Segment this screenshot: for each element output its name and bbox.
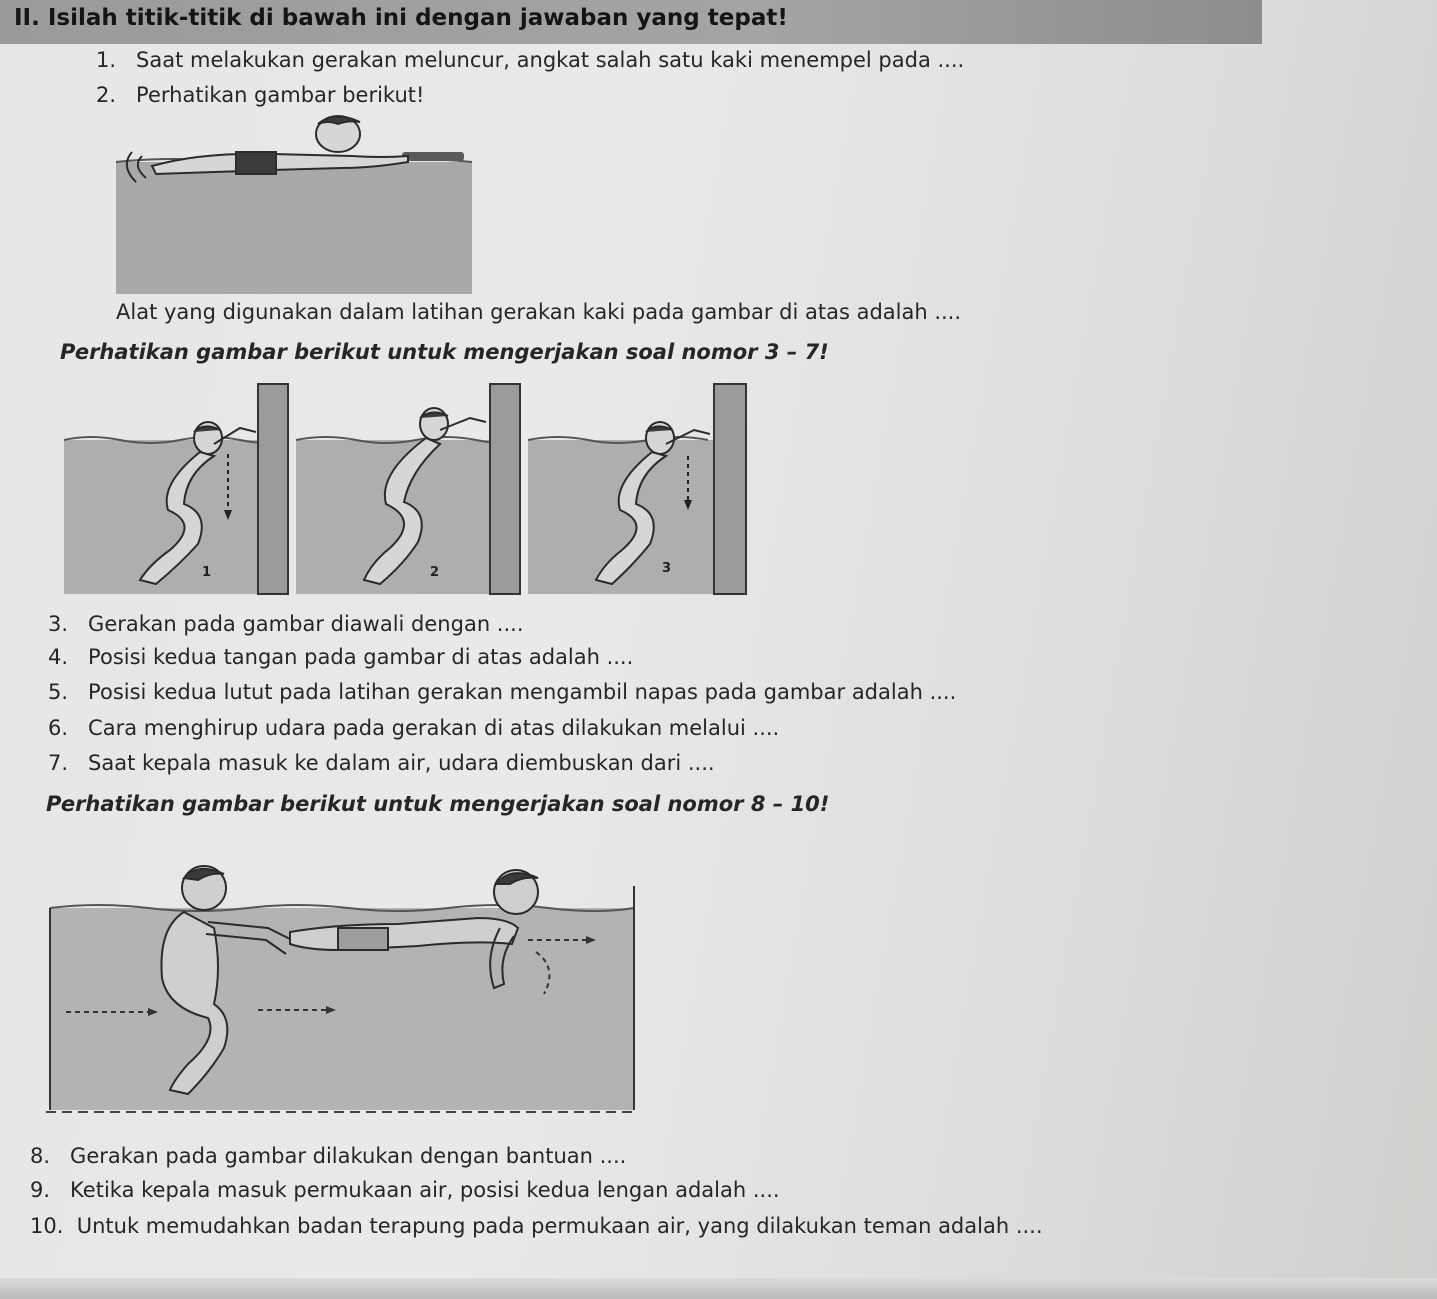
instruction-questions-3-7: Perhatikan gambar berikut untuk mengerjakan soal nomor 3 – 7! [60, 340, 829, 364]
panel-3 [528, 384, 746, 594]
question-4: 4. Posisi kedua tangan pada gambar di atas adalah .... [48, 645, 634, 669]
panel-2 [296, 384, 520, 594]
pool-wall [714, 384, 746, 594]
panel-1 [64, 384, 288, 594]
pool-water [116, 162, 472, 294]
question-3: 3. Gerakan pada gambar diawali dengan .... [48, 612, 524, 636]
question-6: 6. Cara menghirup udara pada gerakan di atas dilakukan melalui .... [48, 716, 780, 740]
panel-2-label: 2 [430, 565, 440, 580]
pool-wall [490, 384, 520, 594]
panel-1-label: 1 [202, 565, 212, 580]
kickboard [402, 152, 464, 161]
section-title: II. Isilah titik-titik di bawah ini dengan jawaban yang tepat! [14, 5, 788, 31]
question-5: 5. Posisi kedua lutut pada latihan gerakan mengambil napas pada gambar adalah .... [48, 680, 957, 704]
question-2-followup: Alat yang digunakan dalam latihan gerakan kaki pada gambar di atas adalah .... [116, 300, 962, 324]
question-9: 9. Ketika kepala masuk permukaan air, posisi kedua lengan adalah .... [30, 1178, 780, 1202]
question-1: 1. Saat melakukan gerakan meluncur, angkat salah satu kaki menempel pada .... [96, 48, 965, 72]
page-bottom-edge [0, 1278, 1437, 1299]
panel-3-label: 3 [662, 561, 672, 576]
pool-wall [258, 384, 288, 594]
question-8: 8. Gerakan pada gambar dilakukan dengan bantuan .... [30, 1144, 627, 1168]
question-2: 2. Perhatikan gambar berikut! [96, 83, 425, 107]
question-10: 10. Untuk memudahkan badan terapung pada permukaan air, yang dilakukan teman adalah .... [30, 1214, 1043, 1238]
wall-breathing-figure [60, 374, 750, 598]
kickboard-swimmer-figure [112, 112, 474, 296]
partner-glide-figure [38, 858, 642, 1114]
instruction-questions-8-10: Perhatikan gambar berikut untuk mengerjakan soal nomor 8 – 10! [46, 792, 830, 816]
question-7: 7. Saat kepala masuk ke dalam air, udara diembuskan dari .... [48, 751, 715, 775]
